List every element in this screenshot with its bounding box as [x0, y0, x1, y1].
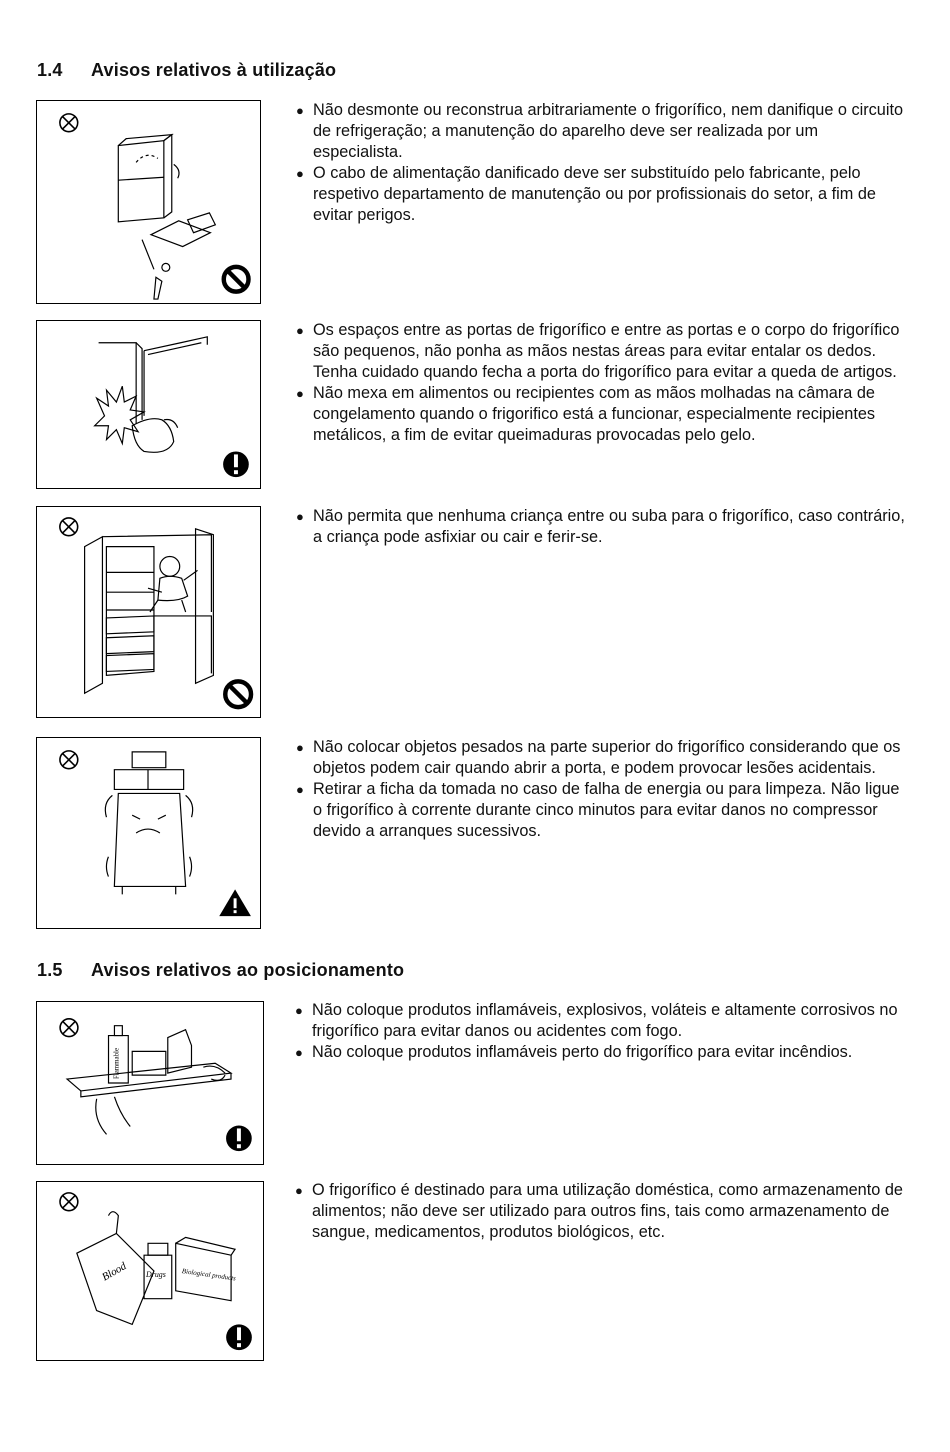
bullet-list [296, 320, 906, 446]
exclamation-icon [226, 1324, 252, 1350]
prohibited-icon [224, 267, 249, 292]
illustration-flammable-products [36, 1001, 264, 1165]
bullet-list [296, 737, 906, 842]
circle-x-icon [60, 518, 78, 536]
list-item: ● Os espaços entre as portas de frigorífico e entre as portas e o corpo do frigorífico são pequenos, não ponha as mãos nestas áreas para evitar entalar os dedos. Tenha cuidado quando fecha a porta do frigorífico para evitar a queda de artigos. [296, 320, 906, 383]
illustration-disassembly [36, 100, 261, 304]
biological-products-label: Biological products [181, 1268, 237, 1283]
exclamation-icon [226, 1125, 252, 1151]
section-number: 1.4 [37, 60, 63, 80]
illustration-child-climbing [36, 506, 261, 718]
illustration-door-gap [36, 320, 261, 489]
list-item: ● Não colocar objetos pesados na parte superior do frigorífico considerando que os objetos podem cair quando abrir a porta, e podem provocar lesões acidentais. [296, 737, 906, 779]
circle-x-icon [60, 1193, 78, 1211]
section-title: Avisos relativos ao posicionamento [91, 960, 405, 980]
list-item: ● O cabo de alimentação danificado deve ser substituído pelo fabricante, pelo respetivo departamento de manutenção ou por profissionais do setor, a fim de evitar perigos. [296, 163, 906, 226]
section-heading-1-4 [37, 60, 336, 81]
list-item: ● Não coloque produtos inflamáveis perto do frigorífico para evitar incêndios. [295, 1042, 905, 1063]
fridge-drawing [118, 135, 215, 299]
list-item: ● Não desmonte ou reconstrua arbitrariamente o frigorífico, nem danifique o circuito de refrigeração; a manutenção do aparelho deve ser realizada por um especialista. [296, 100, 906, 163]
list-item: ● Não permita que nenhuma criança entre ou suba para o frigorífico, caso contrário, a criança pode asfixiar ou cair e ferir-se. [296, 506, 906, 548]
bullet-list [295, 1180, 905, 1243]
exclamation-icon [223, 451, 249, 477]
circle-x-icon [60, 1019, 78, 1037]
fridge-overloaded-drawing [105, 752, 192, 895]
illustration-heavy-objects [36, 737, 261, 929]
medical-items-drawing [77, 1212, 235, 1325]
list-item: ● O frigorífico é destinado para uma utilização doméstica, como armazenamento de alimentos; não deve ser utilizado para outros fins, tais como armazenamento de sangue, medicamentos, produtos biológicos, etc. [295, 1180, 905, 1243]
list-item: ● Não mexa em alimentos ou recipientes com as mãos molhadas na câmara de congelamento quando o frigorifico está a funcionar, especialmente recipientes metálicos, a fim de evitar queimaduras provocadas pelo gelo. [296, 383, 906, 446]
bullet-list [296, 506, 906, 548]
warning-triangle-icon [219, 889, 251, 916]
fridge-open-drawing [85, 529, 214, 693]
section-heading-1-5 [37, 960, 404, 981]
section-title: Avisos relativos à utilização [91, 60, 337, 80]
bullet-list [296, 100, 906, 226]
drugs-label: Drugs [146, 1269, 166, 1279]
section-number: 1.5 [37, 960, 63, 980]
door-drawing [95, 337, 208, 453]
prohibited-icon [225, 681, 251, 707]
circle-x-icon [60, 751, 78, 769]
circle-x-icon [60, 114, 78, 132]
flammable-label: Flammable [113, 1047, 121, 1080]
list-item: ● Não coloque produtos inflamáveis, explosivos, voláteis e altamente corrosivos no frigorífico para evitar danos ou acidentes com fogo. [295, 1000, 905, 1042]
bullet-list [295, 1000, 905, 1063]
blood-label: Blood [100, 1260, 129, 1284]
shelf-drawing [67, 1026, 231, 1135]
list-item: ● Retirar a ficha da tomada no caso de falha de energia ou para limpeza. Não ligue o frigorífico à corrente durante cinco minutos para evitar danos no compressor devido a arranques sucessivos. [296, 779, 906, 842]
illustration-domestic-use [36, 1181, 264, 1361]
